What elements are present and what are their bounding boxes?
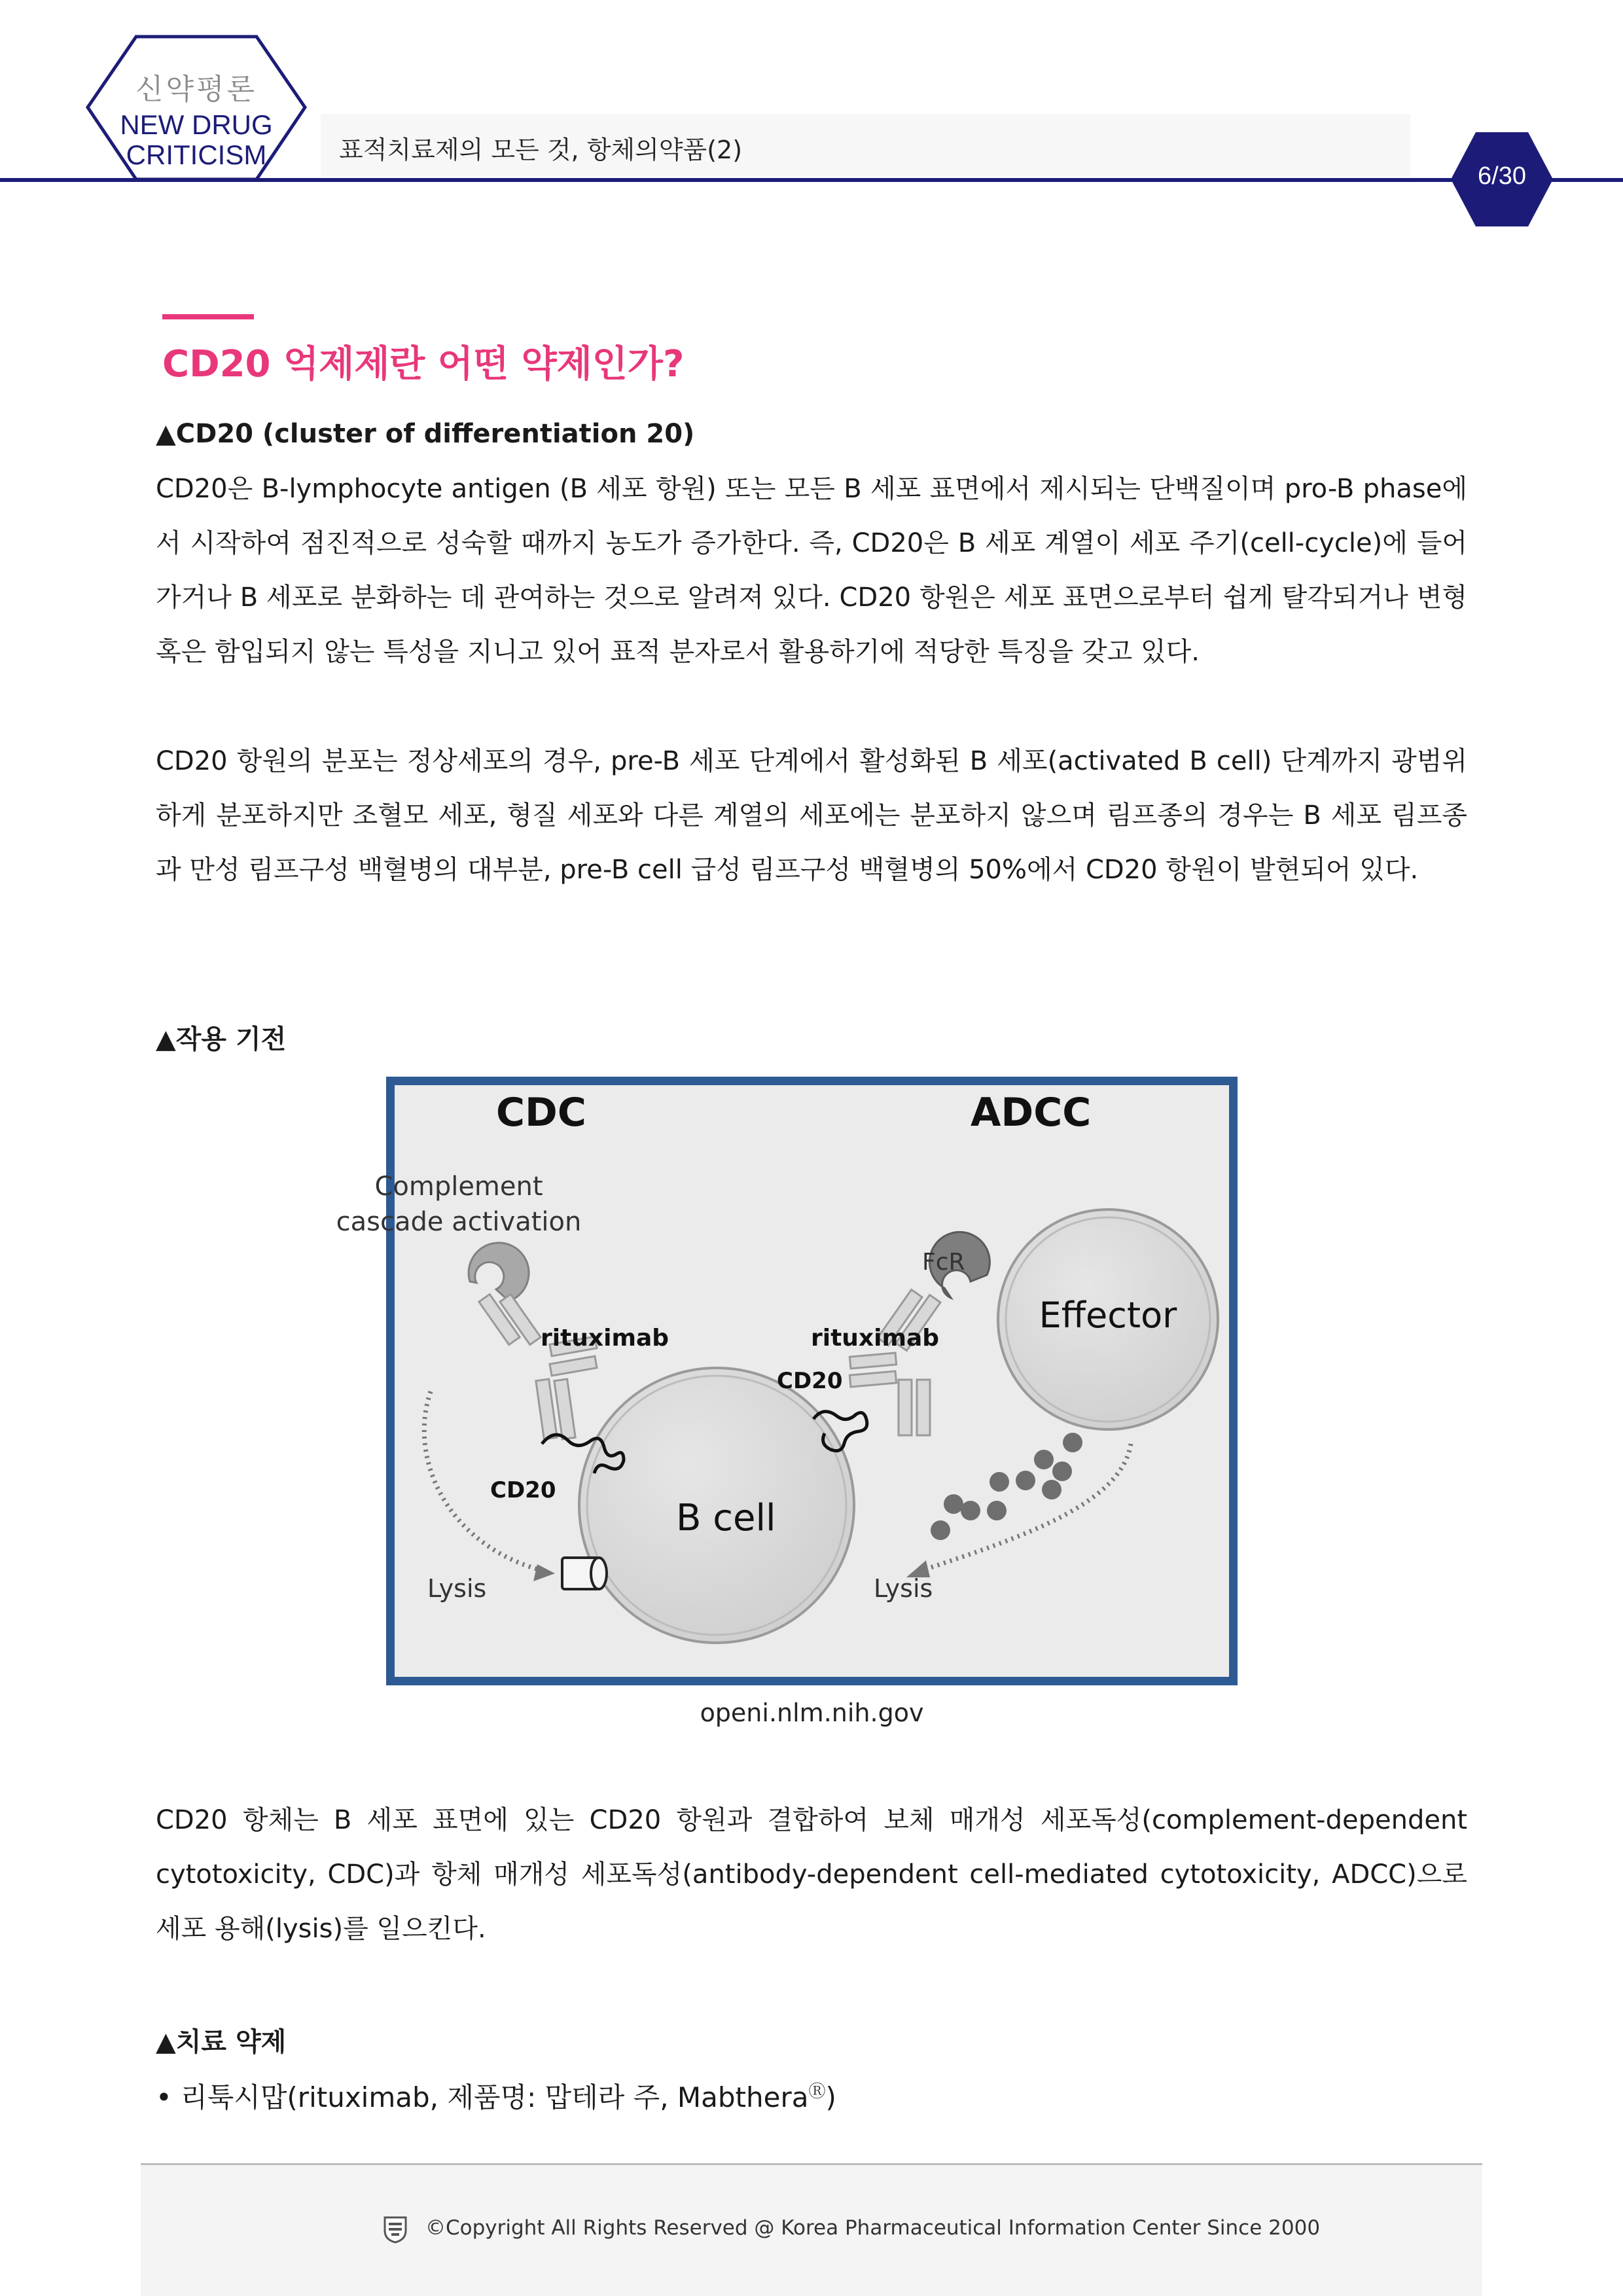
label-rituximab-right: rituximab	[811, 1325, 940, 1352]
figure-caption: openi.nlm.nih.gov	[700, 1698, 924, 1727]
footer-copyright: ©Copyright All Rights Reserved @ Korea Pharmaceutical Information Center Since 2000	[425, 2216, 1321, 2240]
page-number: 6/30	[1478, 162, 1526, 190]
treatment-heading: ▲치료 약제	[156, 2027, 287, 2057]
treatment-item-rituximab	[156, 2076, 836, 2115]
label-complement-line2: cascade activation	[336, 1207, 582, 1237]
logo-english-line1: NEW DRUG	[120, 109, 273, 140]
label-cdc: CDC	[496, 1090, 586, 1136]
mechanism-diagram	[336, 1085, 1229, 1677]
membrane-attack-pore	[562, 1558, 607, 1589]
label-lysis-right: Lysis	[874, 1574, 933, 1603]
section-title: CD20 억제제란 어떤 약제인가?	[162, 343, 685, 386]
mechanism-figure	[336, 1077, 1238, 1685]
logo-english-line2: CRITICISM	[126, 139, 267, 170]
label-b-cell: B cell	[676, 1497, 776, 1539]
section-accent-bar	[162, 314, 254, 319]
label-complement-line1: Complement	[374, 1172, 543, 1202]
label-effector: Effector	[1039, 1295, 1177, 1336]
rituximab-antibody-left	[479, 1294, 597, 1439]
label-adcc: ADCC	[971, 1090, 1092, 1136]
cd20-heading: ▲CD20 (cluster of differentiation 20)	[156, 419, 695, 449]
treatment-item-close: )	[825, 2081, 836, 2113]
cd20-paragraph-1: CD20은 B-lymphocyte antigen (B 세포 항원) 또는 모든 B 세포 표면에서 제시되는 단백질이며 pro-B phase에서 시작하여 점진적으로 성숙할 때까지 농도가 증가한다. 즉, CD20은 B 세포 계열이 세포 주기(cell-cycle)에 들어가거나 B 세포로 분화하는 데 관여하는 것으로 알려져 있다. CD20 항원은 세포 표면으로부터 쉽게 탈각되거나 변형 혹은 함입되지 않는 특성을 지니고 있어 표적 분자로서 활용하기에 적당한 특징을 갖고 있다.	[156, 474, 1467, 667]
mechanism-paragraph: CD20 항체는 B 세포 표면에 있는 CD20 항원과 결합하여 보체 매개성 세포독성(complement-dependent cytotoxicity, CDC)과 항체 매개성 세포독성(antibody-dependent cell-mediated cytotoxicity, ADCC)으로 세포 용해(lysis)를 일으킨다.	[156, 1805, 1467, 1944]
header-rule	[0, 178, 1623, 182]
label-lysis-left: Lysis	[427, 1574, 487, 1603]
header-title: 표적치료제의 모든 것, 항체의약품(2)	[339, 135, 743, 164]
label-cd20-right: CD20	[777, 1368, 843, 1394]
label-fcr: FcR	[922, 1249, 965, 1276]
shield-emblem-icon	[382, 2215, 408, 2244]
registered-mark: Ⓡ	[808, 2082, 826, 2102]
label-cd20-left: CD20	[490, 1477, 556, 1503]
logo-korean-text: 신약평론	[135, 73, 257, 106]
label-rituximab-left: rituximab	[541, 1325, 669, 1352]
complement-c1q-shape	[469, 1243, 529, 1301]
mechanism-heading: ▲작용 기전	[156, 1024, 287, 1054]
logo-english-text	[118, 110, 275, 170]
cytotoxic-granules	[931, 1433, 1082, 1540]
cd20-paragraph-2: CD20 항원의 분포는 정상세포의 경우, pre-B 세포 단계에서 활성화된 B 세포(activated B cell) 단계까지 광범위하게 분포하지만 조혈모 세포, 형질 세포와 다른 계열의 세포에는 분포하지 않으며 림프종의 경우는 B 세포 림프종과 만성 림프구성 백혈병의 대부분, pre-B cell 급성 림프구성 백혈병의 50%에서 CD20 항원이 발현되어 있다.	[156, 746, 1467, 885]
treatment-item-text: • 리툭시맙(rituximab, 제품명: 맙테라 주, Mabthera	[156, 2081, 809, 2113]
